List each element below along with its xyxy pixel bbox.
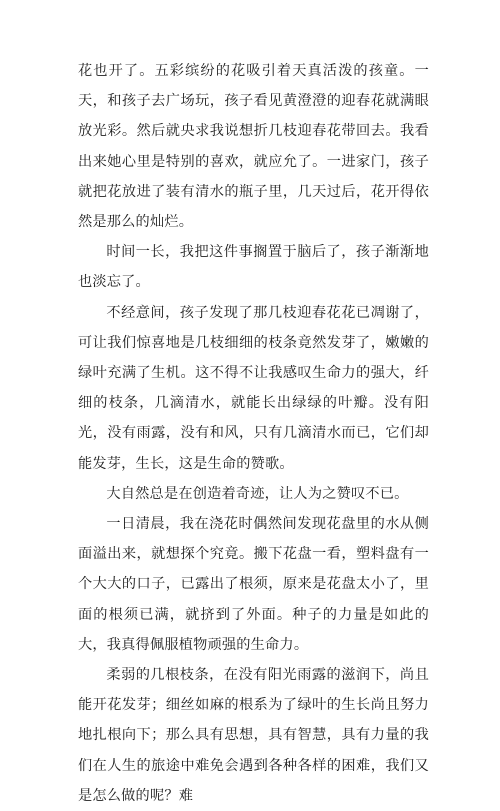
paragraph-2: 时间一长，我把这件事搁置于脑后了，孩子渐渐地也淡忘了。: [78, 244, 429, 291]
paragraph-4: 大自然总是在创造着奇迹，让人为之赞叹不已。: [106, 485, 409, 502]
paragraph-1: 花也开了。五彩缤纷的花吸引着天真活泼的孩童。一天，和孩子去广场玩，孩子看见黄澄澄的迎春花就满眼放光彩。然后就央求我说想折几枝迎春花带回去。我看出来她心里是特别的喜欢，就应允了。一进家门，孩子就把花放进了装有清水的瓶子里，几天过后，花开得依然是那么的灿烂。: [78, 63, 429, 231]
paragraph-6: 柔弱的几根枝条，在没有阳光雨露的滋润下，尚且能开花发芽；细丝如麻的根系为了绿叶的生长尚且努力地扎根向下；那么具有思想，具有智慧，具有力量的我们在人生的旅途中难免会遇到各种各样的困难，我们又是怎么做的呢？难: [78, 667, 429, 804]
article-body: [78, 56, 429, 811]
paragraph-5: 一日清晨，我在浇花时偶然间发现花盘里的水从侧面溢出来，就想探个究竟。搬下花盘一看，塑料盘有一个大大的口子，已露出了根须，原来是花盘太小了，里面的根须已满，就挤到了外面。种子的力量是如此的大，我真得佩服植物顽强的生命力。: [78, 516, 429, 653]
paragraph-3: 不经意间，孩子发现了那几枝迎春花花已凋谢了，可让我们惊喜地是几枝细细的枝条竟然发芽了，嫩嫩的绿叶充满了生机。这不得不让我感叹生命力的强大，纤细的枝条，几滴清水，就能长出绿绿的叶瓣。没有阳光，没有雨露，没有和风，只有几滴清水而已，它们却能发芽，生长，这是生命的赞歌。: [78, 304, 429, 472]
